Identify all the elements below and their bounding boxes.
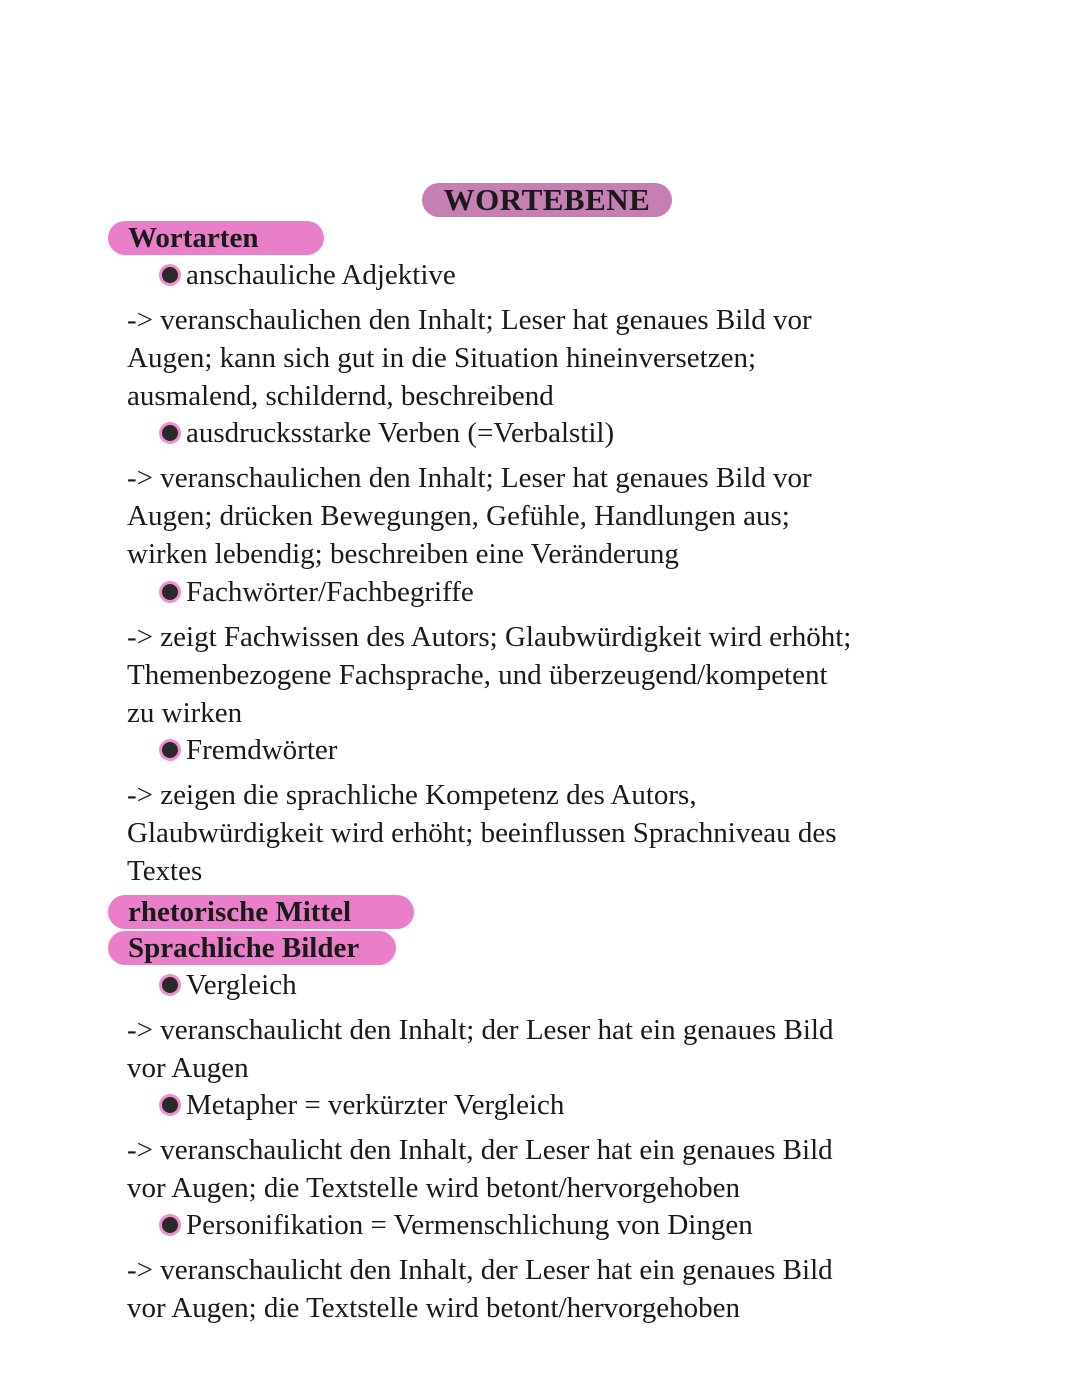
item-term: Fremdwörter (186, 734, 338, 766)
text-line: Glaubwürdigkeit wird erhöht; beeinflussen Sprachniveau des (127, 817, 837, 849)
text-line: -> zeigt Fachwissen des Autors; Glaubwürdigkeit wird erhöht; (127, 621, 852, 653)
section-heading-sprachliche-bilder: Sprachliche Bilder (108, 931, 396, 965)
bullet-icon (162, 267, 178, 283)
text-line: -> veranschaulicht den Inhalt; der Leser hat ein genaues Bild (127, 1014, 834, 1046)
bullet-icon (162, 977, 178, 993)
text-line: Augen; kann sich gut in die Situation hineinversetzen; (127, 342, 757, 374)
list-item (160, 1208, 753, 1242)
bullet-icon (162, 742, 178, 758)
item-description (127, 1011, 967, 1087)
text-line: vor Augen; die Textstelle wird betont/hervorgehoben (127, 1172, 741, 1204)
text-line: -> veranschaulichen den Inhalt; Leser hat genaues Bild vor (127, 462, 812, 494)
list-item (160, 1088, 564, 1122)
bullet-icon (162, 1097, 178, 1113)
list-item (160, 575, 474, 609)
item-description (127, 1251, 967, 1327)
text-line: -> zeigen die sprachliche Kompetenz des Autors, (127, 779, 697, 811)
text-line: wirken lebendig; beschreiben eine Veränderung (127, 538, 679, 570)
text-line: -> veranschaulicht den Inhalt, der Leser hat ein genaues Bild (127, 1134, 833, 1166)
text-line: ausmalend, schildernd, beschreibend (127, 380, 554, 412)
item-term: Personifikation = Vermenschlichung von Dingen (186, 1209, 753, 1241)
text-line: -> veranschaulichen den Inhalt; Leser hat genaues Bild vor (127, 304, 812, 336)
text-line: Themenbezogene Fachsprache, und überzeugend/kompetent (127, 659, 828, 691)
text-line: Augen; drücken Bewegungen, Gefühle, Handlungen aus; (127, 500, 790, 532)
item-description (127, 1131, 967, 1207)
item-description (127, 776, 967, 890)
bullet-icon (162, 584, 178, 600)
text-line: vor Augen; die Textstelle wird betont/hervorgehoben (127, 1292, 741, 1324)
bullet-icon (162, 1217, 178, 1233)
bullet-icon (162, 425, 178, 441)
item-term: Vergleich (186, 969, 297, 1001)
list-item (160, 258, 456, 292)
section-heading-wortarten: Wortarten (108, 221, 324, 255)
item-term: Fachwörter/Fachbegriffe (186, 576, 474, 608)
text-line: -> veranschaulicht den Inhalt, der Leser hat ein genaues Bild (127, 1254, 833, 1286)
list-item (160, 416, 614, 450)
item-description (127, 301, 967, 415)
page-title: WORTEBENE (422, 183, 672, 217)
section-heading-rhetorische-mittel: rhetorische Mittel (108, 895, 414, 929)
text-line: zu wirken (127, 697, 243, 729)
item-term: ausdrucksstarke Verben (=Verbalstil) (186, 417, 615, 449)
text-line: vor Augen (127, 1052, 249, 1084)
text-line: Textes (127, 855, 203, 887)
item-term: anschauliche Adjektive (186, 259, 456, 291)
list-item (160, 968, 297, 1002)
list-item (160, 733, 337, 767)
item-term: Metapher = verkürzter Vergleich (186, 1089, 565, 1121)
item-description (127, 459, 967, 573)
item-description (127, 618, 967, 732)
